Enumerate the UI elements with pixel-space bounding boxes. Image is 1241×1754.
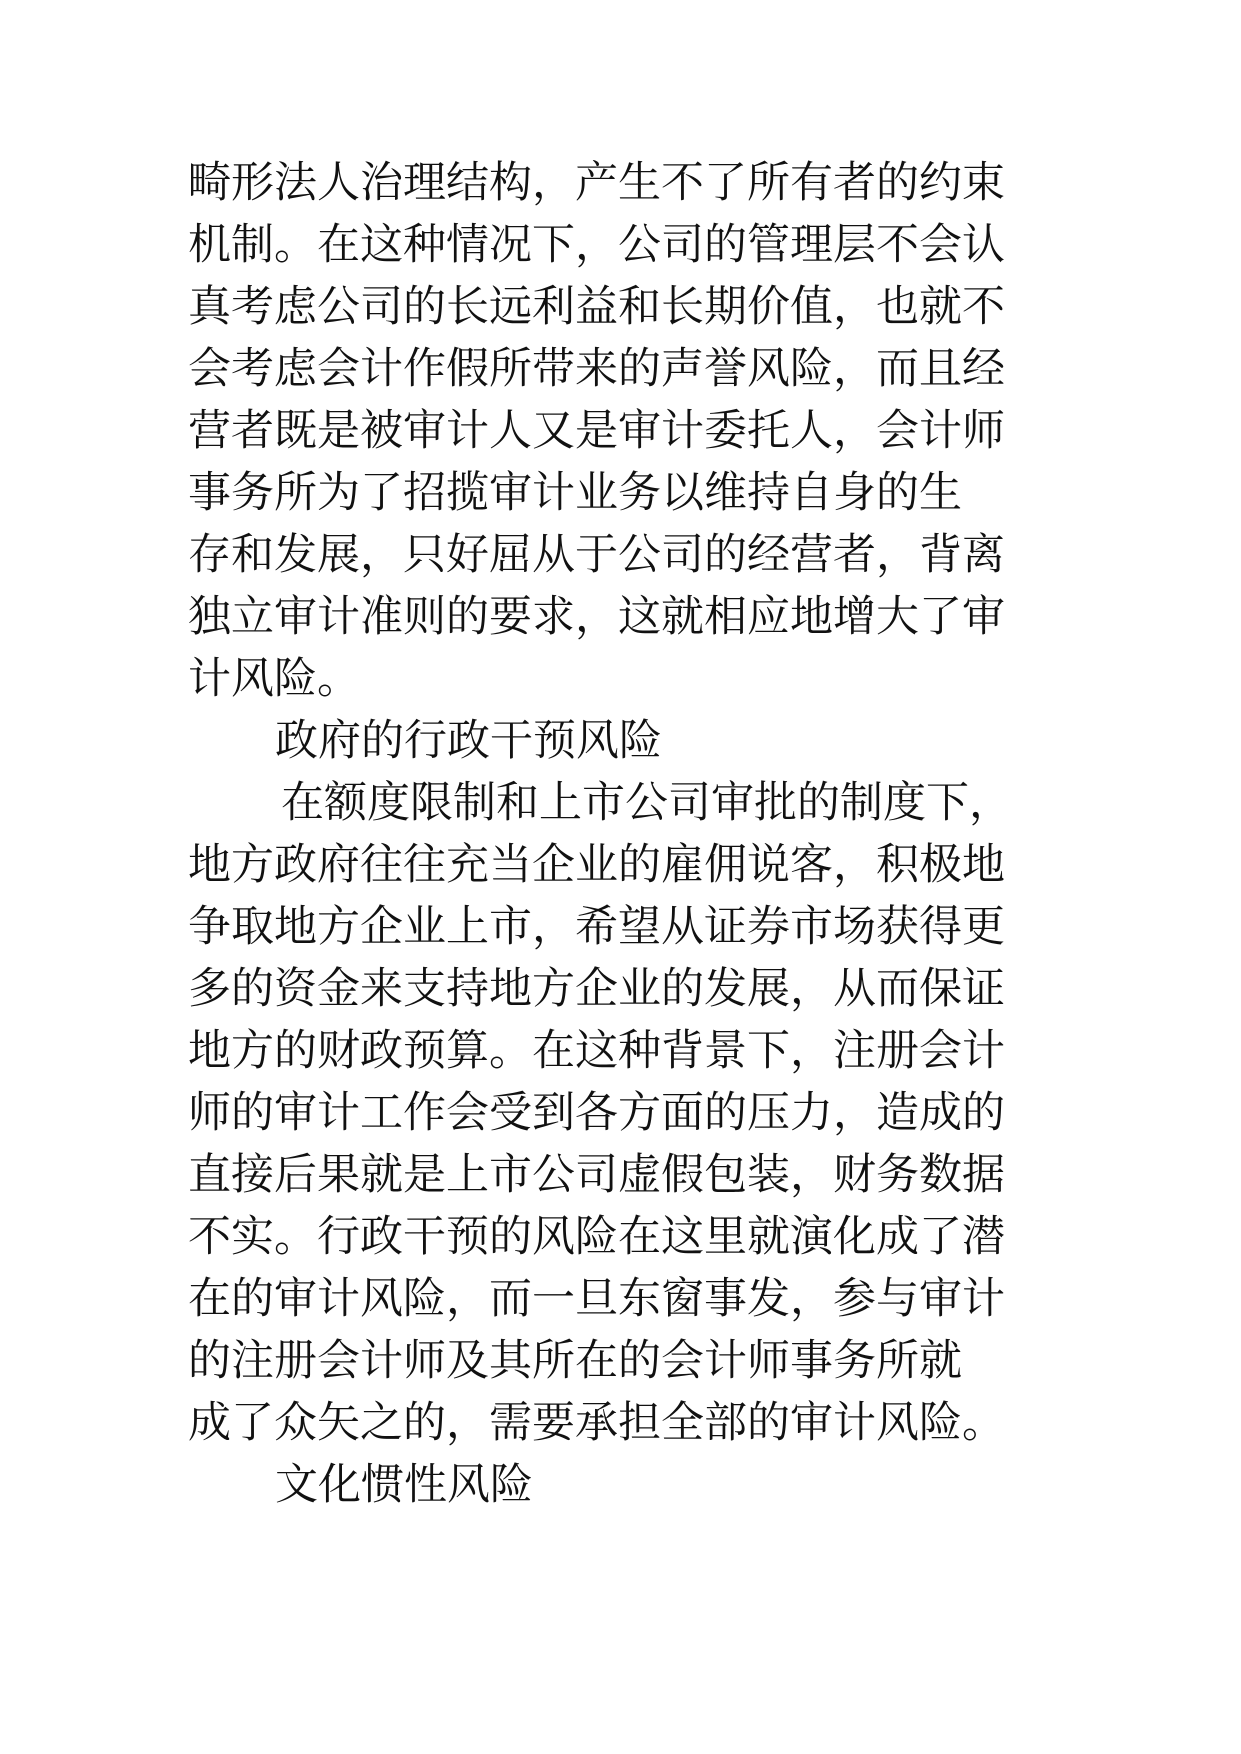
section-heading: 文化惯性风险 xyxy=(275,1460,533,1510)
text-line: 独立审计准则的要求，这就相应地增大了审 xyxy=(188,592,1005,642)
text-line: 的注册会计师及其所在的会计师事务所就 xyxy=(188,1336,962,1386)
text-line: 会考虑会计作假所带来的声誉风险，而且经 xyxy=(188,344,1005,394)
text-line: 师的审计工作会受到各方面的压力，造成的 xyxy=(188,1088,1005,1138)
text-line: 畸形法人治理结构，产生不了所有者的约束 xyxy=(188,158,1005,208)
text-line: 争取地方企业上市，希望从证券市场获得更 xyxy=(188,902,1005,952)
text-line: 不实。行政干预的风险在这里就演化成了潜 xyxy=(188,1212,1005,1262)
text-line: 地方政府往往充当企业的雇佣说客，积极地 xyxy=(188,840,1005,890)
text-line: 机制。在这种情况下，公司的管理层不会认 xyxy=(188,220,1005,270)
text-line: 真考虑公司的长远利益和长期价值，也就不 xyxy=(188,282,1005,332)
text-line: 多的资金来支持地方企业的发展，从而保证 xyxy=(188,964,1005,1014)
text-line: 在的审计风险，而一旦东窗事发，参与审计 xyxy=(188,1274,1005,1324)
text-line: 存和发展，只好屈从于公司的经营者，背离 xyxy=(188,530,1005,580)
text-line: 计风险。 xyxy=(188,654,360,704)
text-line: 营者既是被审计人又是审计委托人，会计师 xyxy=(188,406,1005,456)
text-line: 成了众矢之的，需要承担全部的审计风险。 xyxy=(188,1398,1005,1448)
text-line: 地方的财政预算。在这种背景下，注册会计 xyxy=(188,1026,1005,1076)
text-line: 直接后果就是上市公司虚假包装，财务数据 xyxy=(188,1150,1005,1200)
section-heading: 政府的行政干预风险 xyxy=(275,716,662,766)
text-line: 事务所为了招揽审计业务以维持自身的生 xyxy=(188,468,962,518)
body-text xyxy=(188,152,1088,1516)
paragraph-first-line: 在额度限制和上市公司审批的制度下， xyxy=(281,778,1012,828)
